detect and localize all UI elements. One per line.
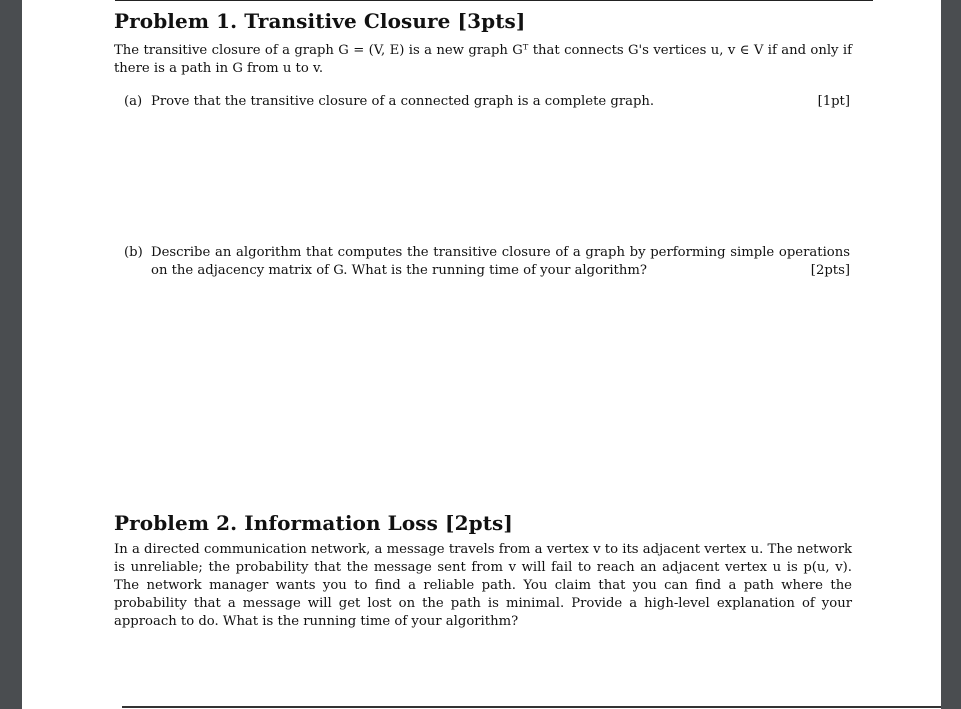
part-b-label: (b) <box>124 245 143 260</box>
part-a-points: [1pt] <box>817 94 850 109</box>
part-a-label: (a) <box>124 94 143 109</box>
part-b-text: Describe an algorithm that computes the transitive closure of a graph by performing simple operations on the adjacency matrix of G. What is the running time of your algorithm? <box>151 245 850 278</box>
problem2-text: In a directed communication network, a message travels from a vertex v to its adjacent vertex u. The network is unreliable; the probability that the message sent from v will fail to reach an adjacent vertex u is p(u, v). The network manager wants you to find a reliable path. You claim that you can find a path where the probability that a message will get lost on the path is minimal. Provide a high-level explanation of your approach to do. What is the running time of your algorithm? <box>114 542 852 629</box>
top-rule <box>115 0 873 1</box>
problem1-part-b <box>124 244 850 280</box>
problem2-title: Problem 2. Information Loss [2pts] <box>114 511 513 535</box>
problem1-title: Problem 1. Transitive Closure [3pts] <box>114 9 526 33</box>
bottom-rule <box>122 706 941 708</box>
part-b-points: [2pts] <box>810 263 850 278</box>
document-page <box>22 0 941 709</box>
problem1-intro: The transitive closure of a graph G = (V, E) is a new graph Gᵀ that connects G's vertices u, v ∈ V if and only if there is a path in G from u to v. <box>114 43 852 76</box>
problem1-part-a <box>124 93 850 111</box>
part-a-text: Prove that the transitive closure of a connected graph is a complete graph. <box>151 94 655 109</box>
